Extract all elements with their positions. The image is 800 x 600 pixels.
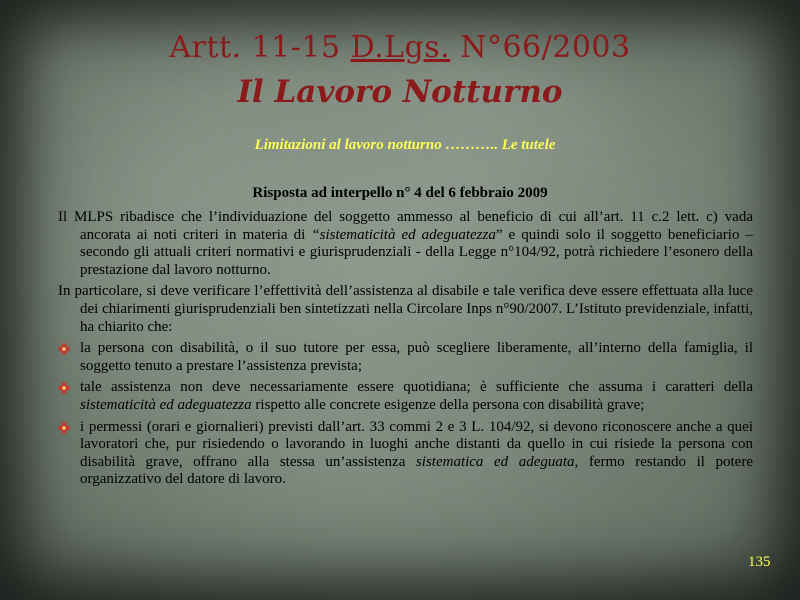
slide-title-line-2: Il Lavoro Notturno — [237, 74, 563, 110]
title-part-2: D.Lgs. — [350, 30, 451, 65]
slide-subtitle: Limitazioni al lavoro notturno ……….. Le tutele — [254, 137, 556, 153]
paragraph-1-text-a: Il MLPS ribadisce che l’individuazione del soggetto ammesso al beneficio di cui all’art. 11 c.2 lett. c) vada ancorata ai noti criteri in materia di — [58, 209, 753, 243]
paragraph-1-emphasis: “sistematicità ed adeguatezza — [311, 226, 496, 243]
slide-title — [0, 30, 800, 65]
bullet-3-text-a: i permessi (orari e giornalieri) previsti dall’art. 33 commi 2 e 3 L. 104/92, si devono riconoscere anche a quei lavoratori che, pur risiedendo o lavorando in luoghi anche distanti da quello in cui risiede la persona con disabilità grave, offrano alla stessa un’assistenza — [80, 418, 753, 470]
bullet-2-text-b: rispetto alle concrete esigenze della persona con disabilità grave; — [251, 396, 645, 413]
paragraph-1 — [58, 209, 753, 279]
title-part-1: Artt. 11-15 — [169, 30, 351, 65]
section-heading: Risposta ad interpello n° 4 del 6 febbraio 2009 — [252, 185, 548, 201]
flower-bullet-icon — [58, 382, 70, 394]
list-item — [58, 379, 753, 414]
bullet-1-text: la persona con disabilità, o il suo tutore per essa, può scegliere liberamente, all’interno della famiglia, il soggetto tenuto a prestare l’assistenza prevista; — [80, 340, 753, 374]
paragraph-2: In particolare, si deve verificare l’effettività dell’assistenza al disabile e tale verifica deve essere effettuata alla luce dei chiarimenti giurisprudenziali ben sintetizzati nella Circolare Inps n°90/2007. L’Istituto previdenziale, infatti, ha chiarito che: — [58, 283, 753, 335]
title-part-3: N°66/2003 — [450, 30, 631, 65]
flower-bullet-icon — [58, 422, 70, 434]
flower-bullet-icon — [58, 343, 70, 355]
bullet-3-text-b: , fermo restando il potere organizzativo del datore di lavoro. — [80, 453, 753, 488]
bullet-3-emphasis: sistematica ed adeguata — [415, 453, 575, 470]
list-item — [58, 419, 753, 489]
slide-body — [58, 209, 753, 493]
bullet-2-text-a: tale assistenza non deve necessariamente essere quotidiana; è sufficiente che assuma i caratteri della — [80, 379, 753, 396]
paragraph-1-text-b: ” e quindi solo il soggetto beneficiario – secondo gli attuali criteri normativi e giurisprudenziali - della Legge n°104/92, potrà richiedere l’esonero della prestazione dal lavoro notturno. — [80, 226, 753, 278]
bullet-2-emphasis: sistematicità ed adeguatezza — [80, 396, 252, 413]
page-number: 135 — [748, 554, 771, 570]
list-item — [58, 340, 753, 375]
